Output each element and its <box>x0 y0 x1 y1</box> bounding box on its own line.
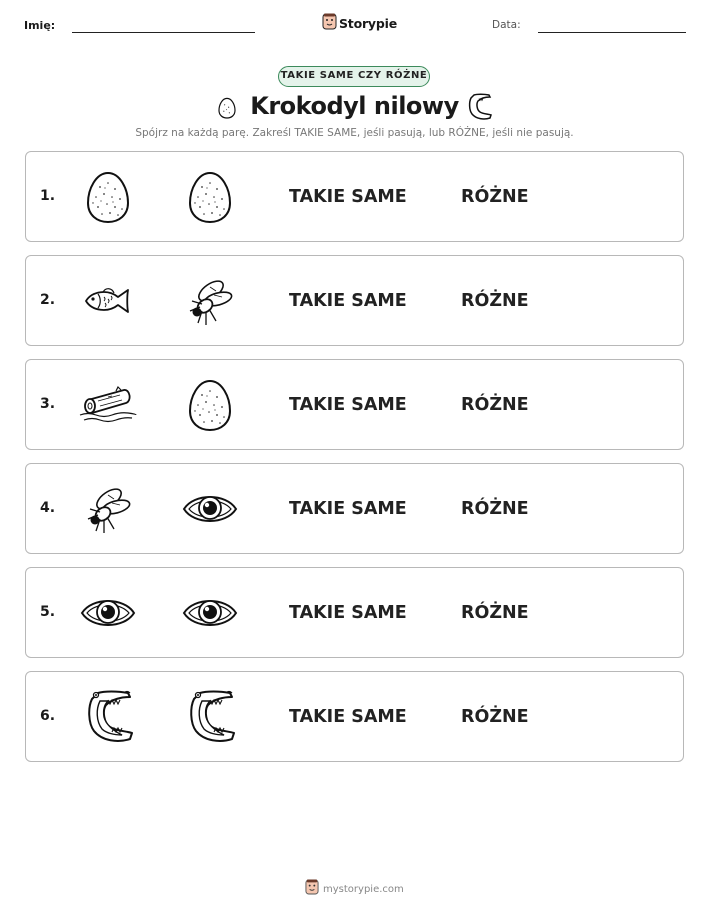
brand-name: Storypie <box>339 16 397 31</box>
egg-icon <box>180 375 240 435</box>
row-number: 4. <box>40 500 56 516</box>
page-title: Krokodyl nilowy <box>250 92 459 120</box>
fish-icon <box>78 271 138 331</box>
worksheet-type-badge: TAKIE SAME CZY RÓŻNE <box>278 66 430 87</box>
option-same[interactable]: TAKIE SAME <box>289 499 407 519</box>
date-label: Data: <box>492 19 521 31</box>
option-same[interactable]: TAKIE SAME <box>289 603 407 623</box>
pair-row <box>25 151 684 242</box>
option-different[interactable]: RÓŻNE <box>461 707 529 727</box>
fly-icon <box>78 479 138 539</box>
option-same[interactable]: TAKIE SAME <box>289 395 407 415</box>
row-number: 3. <box>40 396 56 412</box>
option-different[interactable]: RÓŻNE <box>461 603 529 623</box>
crocodile-icon <box>464 92 494 126</box>
row-number: 2. <box>40 292 56 308</box>
egg-icon <box>78 167 138 227</box>
storypie-logo-icon <box>305 879 319 899</box>
name-line[interactable] <box>72 32 255 33</box>
eye-icon <box>78 583 138 643</box>
storypie-logo-icon <box>322 13 337 34</box>
eye-icon <box>180 479 240 539</box>
footer-url: mystorypie.com <box>323 883 404 895</box>
row-number: 5. <box>40 604 56 620</box>
pair-row <box>25 567 684 658</box>
option-different[interactable]: RÓŻNE <box>461 395 529 415</box>
crocodile-icon <box>78 687 138 747</box>
row-number: 1. <box>40 188 56 204</box>
option-different[interactable]: RÓŻNE <box>461 291 529 311</box>
date-line[interactable] <box>538 32 686 33</box>
row-number: 6. <box>40 708 56 724</box>
option-same[interactable]: TAKIE SAME <box>289 187 407 207</box>
crocodile-icon <box>180 687 240 747</box>
pair-row <box>25 463 684 554</box>
pair-row <box>25 671 684 762</box>
name-label: Imię: <box>24 19 56 32</box>
brand <box>322 13 397 34</box>
fly-icon <box>180 271 240 331</box>
log-icon <box>78 375 138 435</box>
pair-row <box>25 255 684 346</box>
option-different[interactable]: RÓŻNE <box>461 499 529 519</box>
egg-icon <box>180 167 240 227</box>
pair-row <box>25 359 684 450</box>
eye-icon <box>180 583 240 643</box>
footer <box>305 879 404 899</box>
option-different[interactable]: RÓŻNE <box>461 187 529 207</box>
option-same[interactable]: TAKIE SAME <box>289 291 407 311</box>
option-same[interactable]: TAKIE SAME <box>289 707 407 727</box>
instructions: Spójrz na każdą parę. Zakreśl TAKIE SAME, jeśli pasują, lub RÓŻNE, jeśli nie pasują. <box>135 127 574 139</box>
